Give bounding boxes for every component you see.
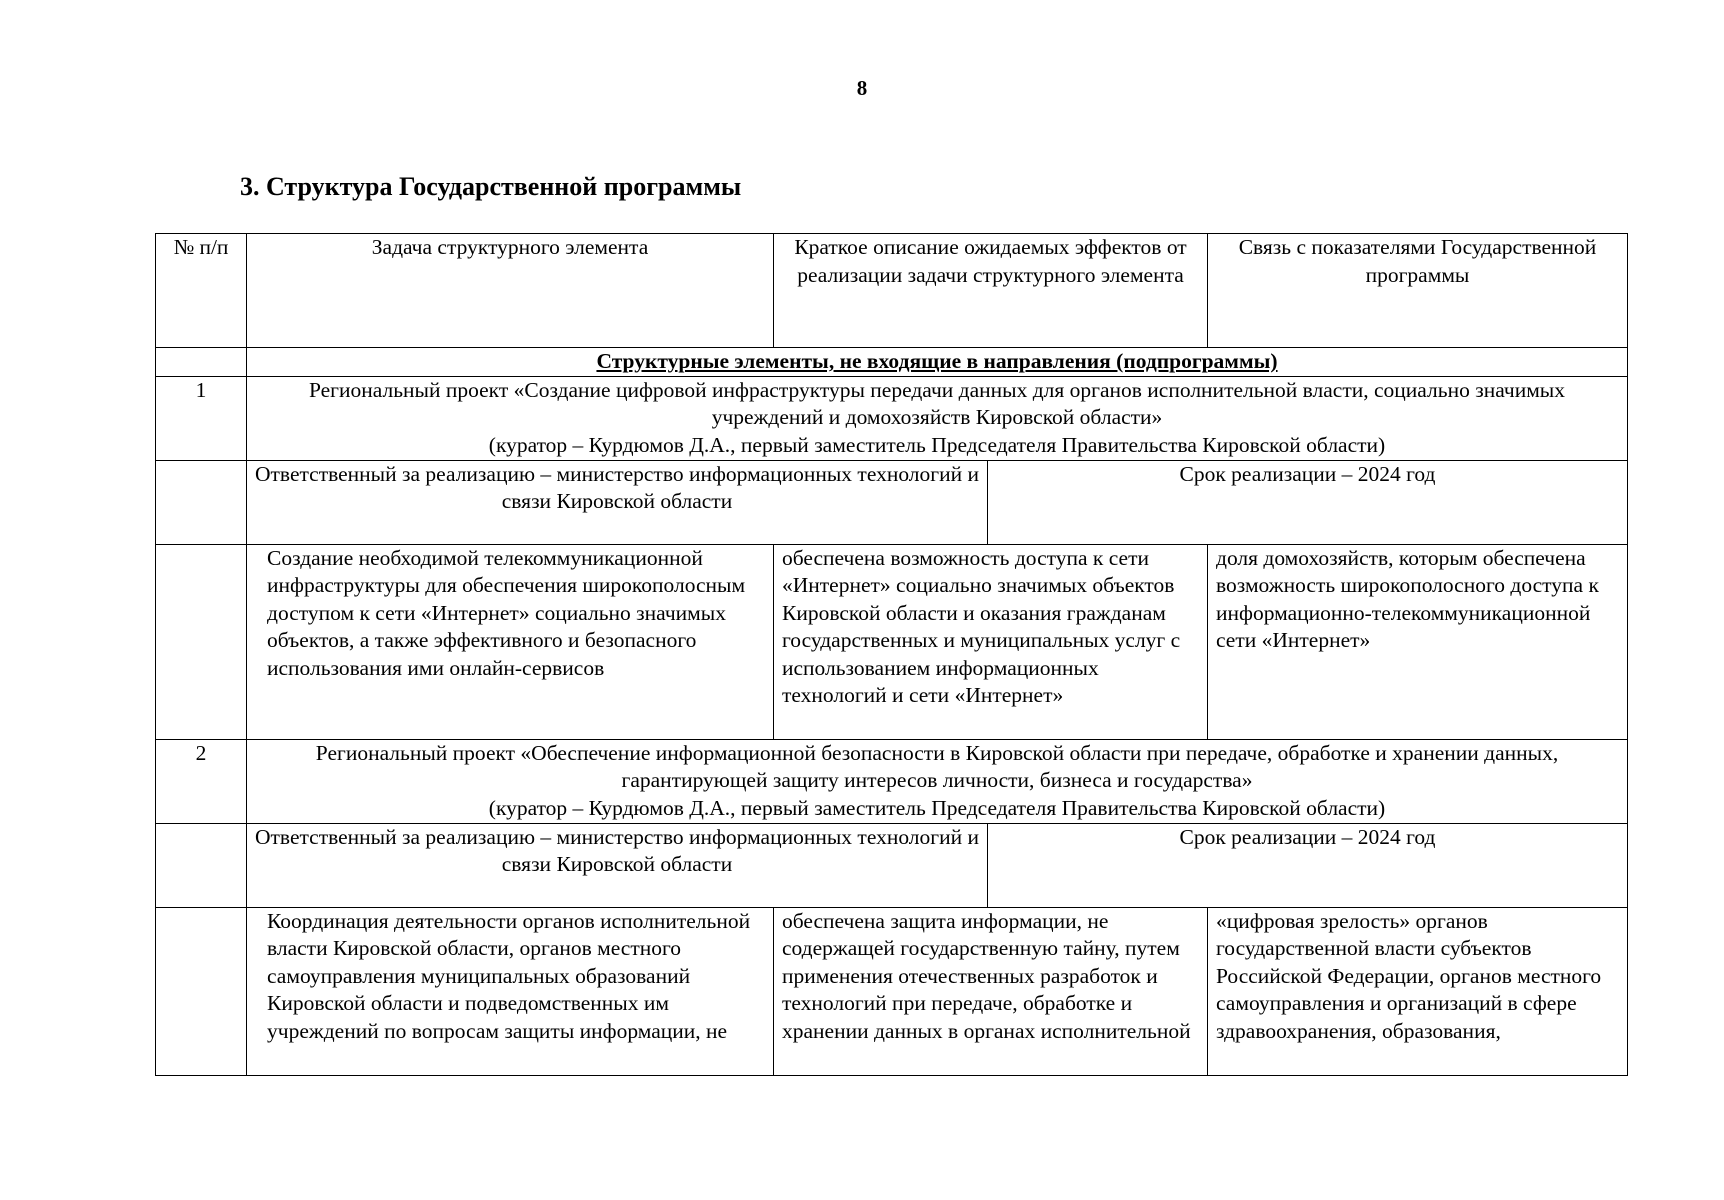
empty-num-cell	[156, 460, 247, 544]
project-number: 2	[156, 739, 247, 823]
section-title-cell: Структурные элементы, не входящие в направления (подпрограммы)	[247, 348, 1628, 377]
project-row	[156, 376, 1628, 460]
project-title: Региональный проект «Создание цифровой инфраструктуры передачи данных для органов исполнительной власти, социально значимых учреждений и домохозяйств Кировской области»	[308, 377, 1566, 429]
indicator-cell: «цифровая зрелость» органов государственной власти субъектов Российской Федерации, органов местного самоуправления и организаций в сфере здравоохранения, образования,	[1208, 907, 1628, 1075]
task-cell: Координация деятельности органов исполнительной власти Кировской области, органов местного самоуправления муниципальных образований Кировской области и подведомственных им учреждений по вопросам защиты информации, не	[247, 907, 774, 1075]
effect-cell: обеспечена защита информации, не содержащей государственную тайну, путем применения отечественных разработок и технологий при передаче, обработке и хранении данных в органах исполнительной	[774, 907, 1208, 1075]
responsible-row	[156, 823, 1628, 907]
header-task: Задача структурного элемента	[247, 234, 774, 348]
project-title: Региональный проект «Обеспечение информационной безопасности в Кировской области при передаче, обработке и хранении данных, гарантирующей защиту интересов личности, бизнеса и государства»	[315, 740, 1559, 792]
empty-num-cell	[156, 907, 247, 1075]
responsible-row	[156, 460, 1628, 544]
empty-num-cell	[156, 823, 247, 907]
project-curator: (куратор – Курдюмов Д.А., первый заместитель Председателя Правительства Кировской области)	[488, 432, 1386, 457]
structure-table	[155, 233, 1628, 1076]
table-header-row	[156, 234, 1628, 348]
task-row	[156, 544, 1628, 739]
term-cell: Срок реализации – 2024 год	[988, 823, 1628, 907]
responsible-cell: Ответственный за реализацию – министерство информационных технологий и связи Кировской области	[247, 823, 988, 907]
header-link: Связь с показателями Государственной программы	[1208, 234, 1628, 348]
section-row	[156, 348, 1628, 377]
section-title: 3. Структура Государственной программы	[240, 172, 742, 201]
section-num-cell	[156, 348, 247, 377]
project-title-cell	[247, 739, 1628, 823]
header-effects: Краткое описание ожидаемых эффектов от реализации задачи структурного элемента	[774, 234, 1208, 348]
empty-num-cell	[156, 544, 247, 739]
indicator-cell: доля домохозяйств, которым обеспечена возможность широкополосного доступа к информационно-телекоммуникационной сети «Интернет»	[1208, 544, 1628, 739]
responsible-cell: Ответственный за реализацию – министерство информационных технологий и связи Кировской области	[247, 460, 988, 544]
header-num: № п/п	[156, 234, 247, 348]
project-number: 1	[156, 376, 247, 460]
page-number: 8	[856, 76, 868, 100]
term-cell: Срок реализации – 2024 год	[988, 460, 1628, 544]
task-cell: Создание необходимой телекоммуникационной инфраструктуры для обеспечения широкополосным доступом к сети «Интернет» социально значимых объектов, а также эффективного и безопасного использования ими онлайн-сервисов	[247, 544, 774, 739]
task-row	[156, 907, 1628, 1075]
effect-cell: обеспечена возможность доступа к сети «Интернет» социально значимых объектов Кировской области и оказания гражданам государственных и муниципальных услуг с использованием информационных технологий и сети «Интернет»	[774, 544, 1208, 739]
project-title-cell	[247, 376, 1628, 460]
project-row	[156, 739, 1628, 823]
project-curator: (куратор – Курдюмов Д.А., первый заместитель Председателя Правительства Кировской области)	[488, 795, 1386, 820]
